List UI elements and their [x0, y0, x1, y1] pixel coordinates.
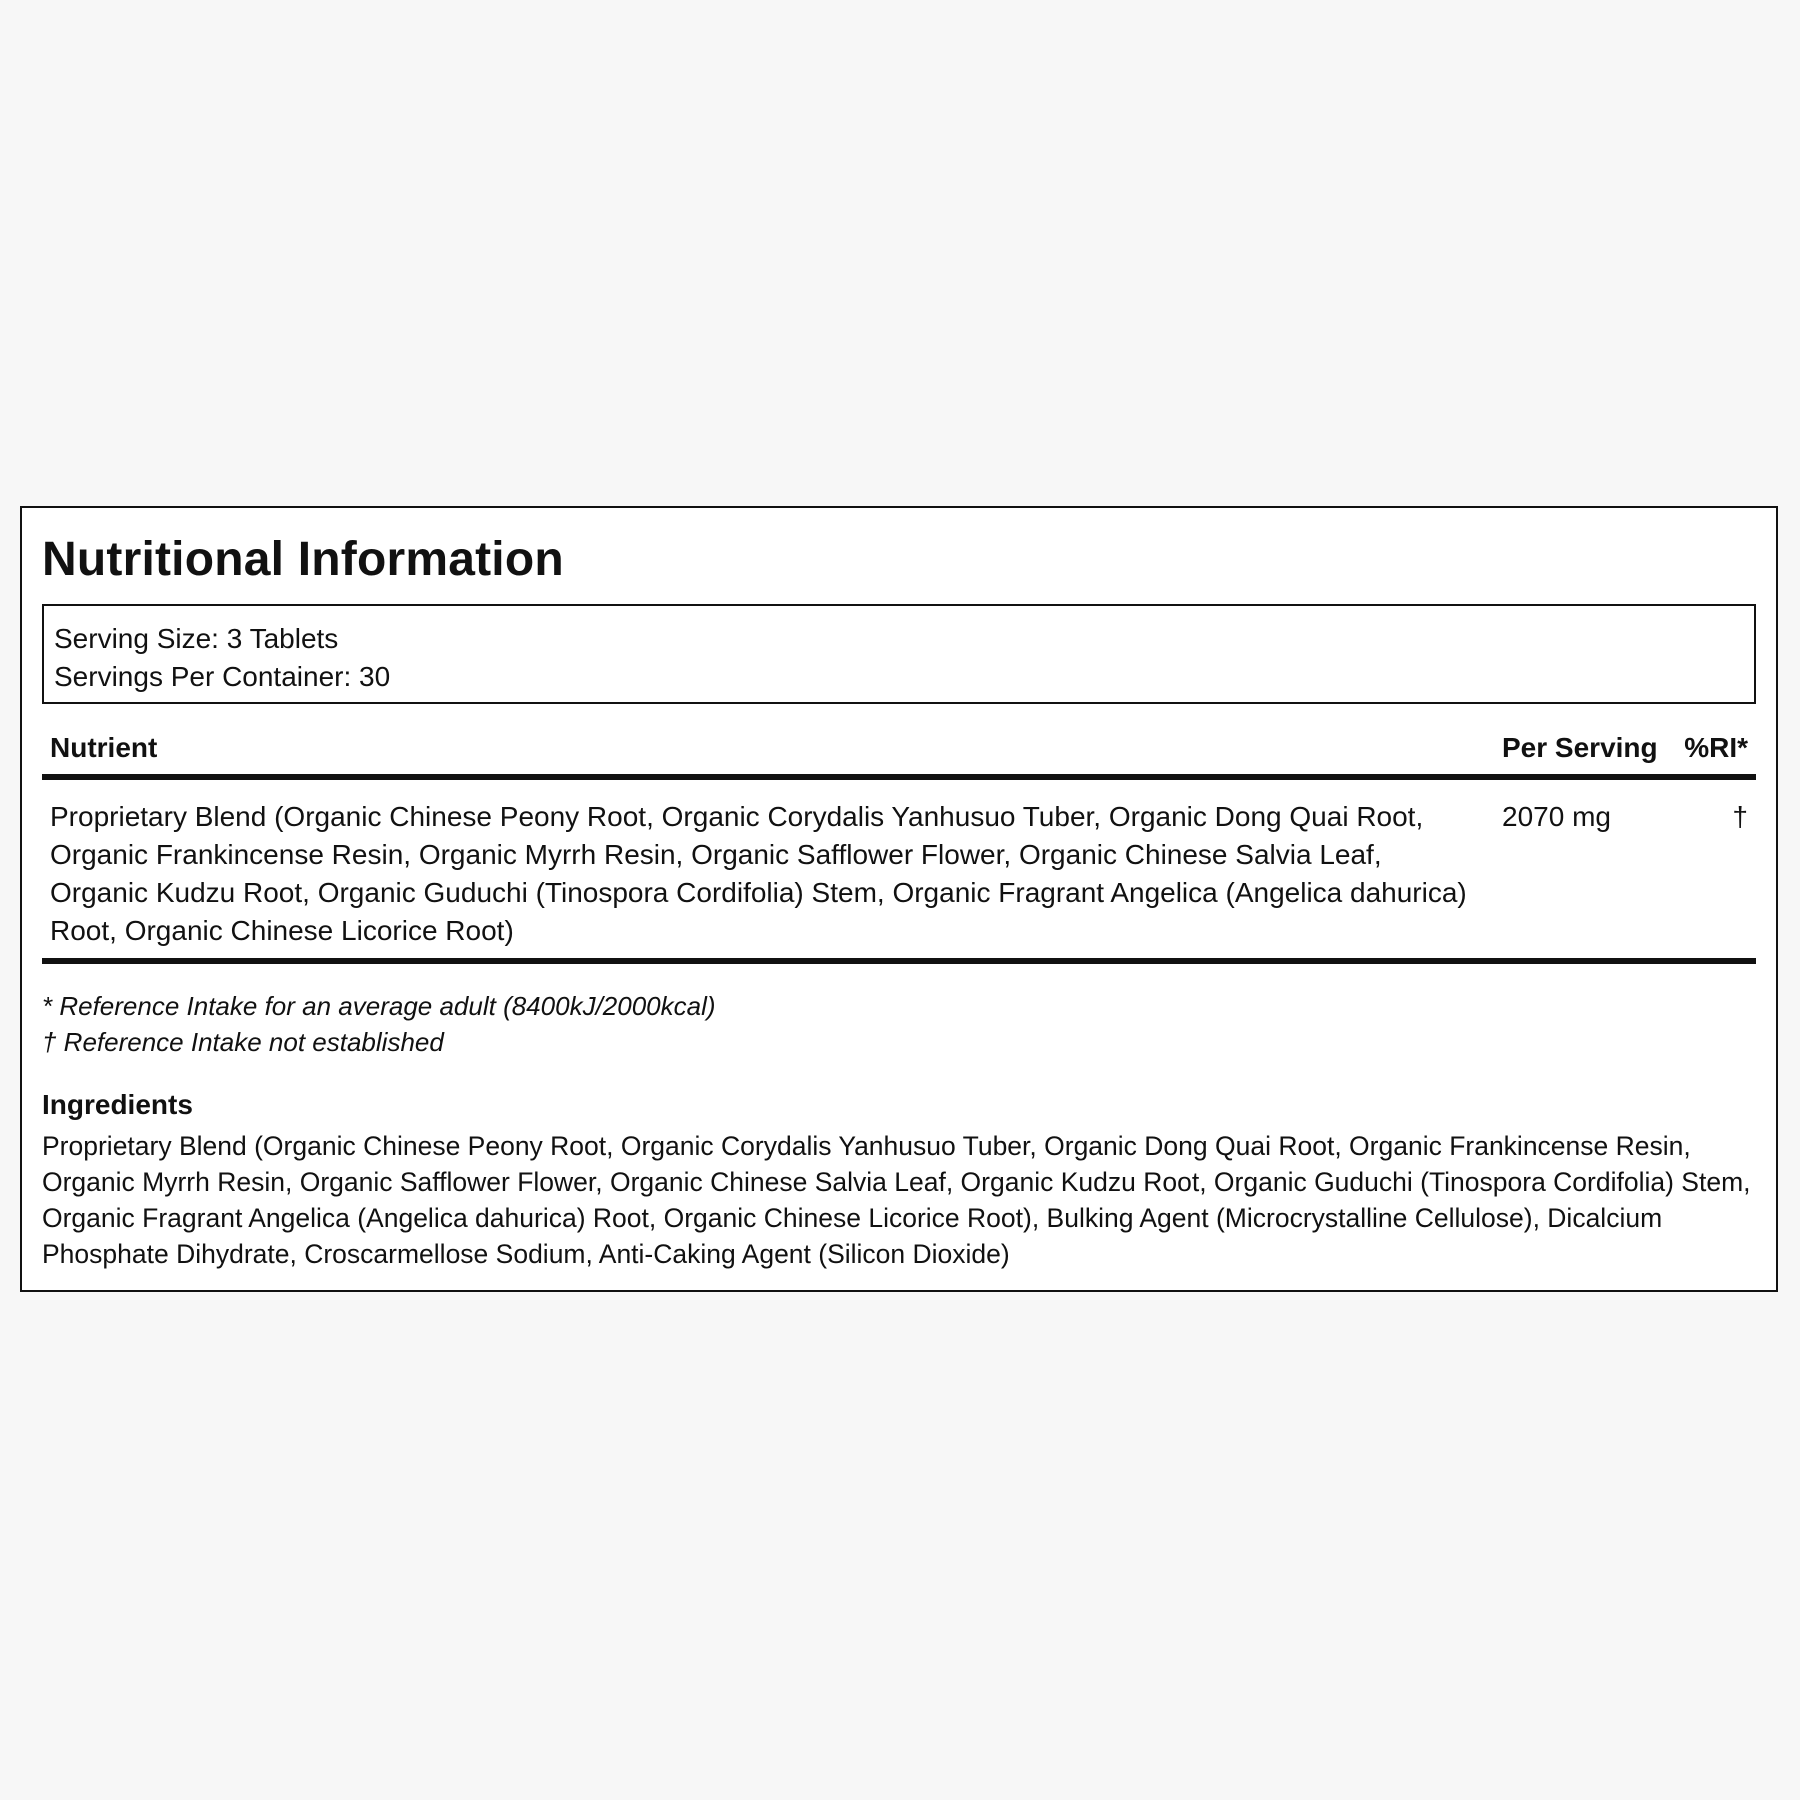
ingredients-heading: Ingredients: [42, 1089, 193, 1120]
header-ri: %RI*: [1670, 726, 1756, 777]
table-row: [42, 777, 1756, 961]
ri-cell: †: [1670, 777, 1756, 961]
nutrient-table-header: [42, 726, 1756, 777]
footnote-not-established: † Reference Intake not established: [42, 1027, 444, 1057]
footnote-reference-intake: * Reference Intake for an average adult (8400kJ/2000kcal): [42, 991, 716, 1021]
footnotes: [42, 988, 1756, 1060]
nutrition-label-panel: [20, 506, 1778, 1292]
serving-info-box: [42, 604, 1756, 704]
serving-size: Serving Size: 3 Tablets: [54, 623, 339, 654]
page-title: Nutritional Information: [42, 533, 564, 586]
header-nutrient: Nutrient: [42, 726, 1494, 777]
nutrient-table: [42, 726, 1756, 964]
header-row: [42, 726, 1756, 777]
per-serving-cell: 2070 mg: [1494, 777, 1670, 961]
ingredients-text: Proprietary Blend (Organic Chinese Peony Root, Organic Corydalis Yanhusuo Tuber, Organic Dong Quai Root, Organic Frankincense Resin, Organic Myrrh Resin, Organic Safflower Flower, Organic Chinese Salvia Leaf, Organic Kudzu Root, Organic Guduchi (Tinospora Cordifolia) Stem, Organic Fragrant Angelica (Angelica dahurica) Root, Organic Chinese Licorice Root), Bulking Agent (Microcrystalline Cellulose), Dicalcium Phosphate Dihydrate, Croscarmellose Sodium, Anti-Caking Agent (Silicon Dioxide): [42, 1131, 1751, 1269]
servings-per-container: Servings Per Container: 30: [54, 661, 391, 692]
nutrient-table-body: [42, 777, 1756, 961]
nutrient-name-cell: Proprietary Blend (Organic Chinese Peony Root, Organic Corydalis Yanhusuo Tuber, Organic Dong Quai Root, Organic Frankincense Resin, Organic Myrrh Resin, Organic Safflower Flower, Organic Chinese Salvia Leaf, Organic Kudzu Root, Organic Guduchi (Tinospora Cordifolia) Stem, Organic Fragrant Angelica (Angelica dahurica) Root, Organic Chinese Licorice Root): [42, 777, 1494, 961]
header-per-serving: Per Serving: [1494, 726, 1670, 777]
